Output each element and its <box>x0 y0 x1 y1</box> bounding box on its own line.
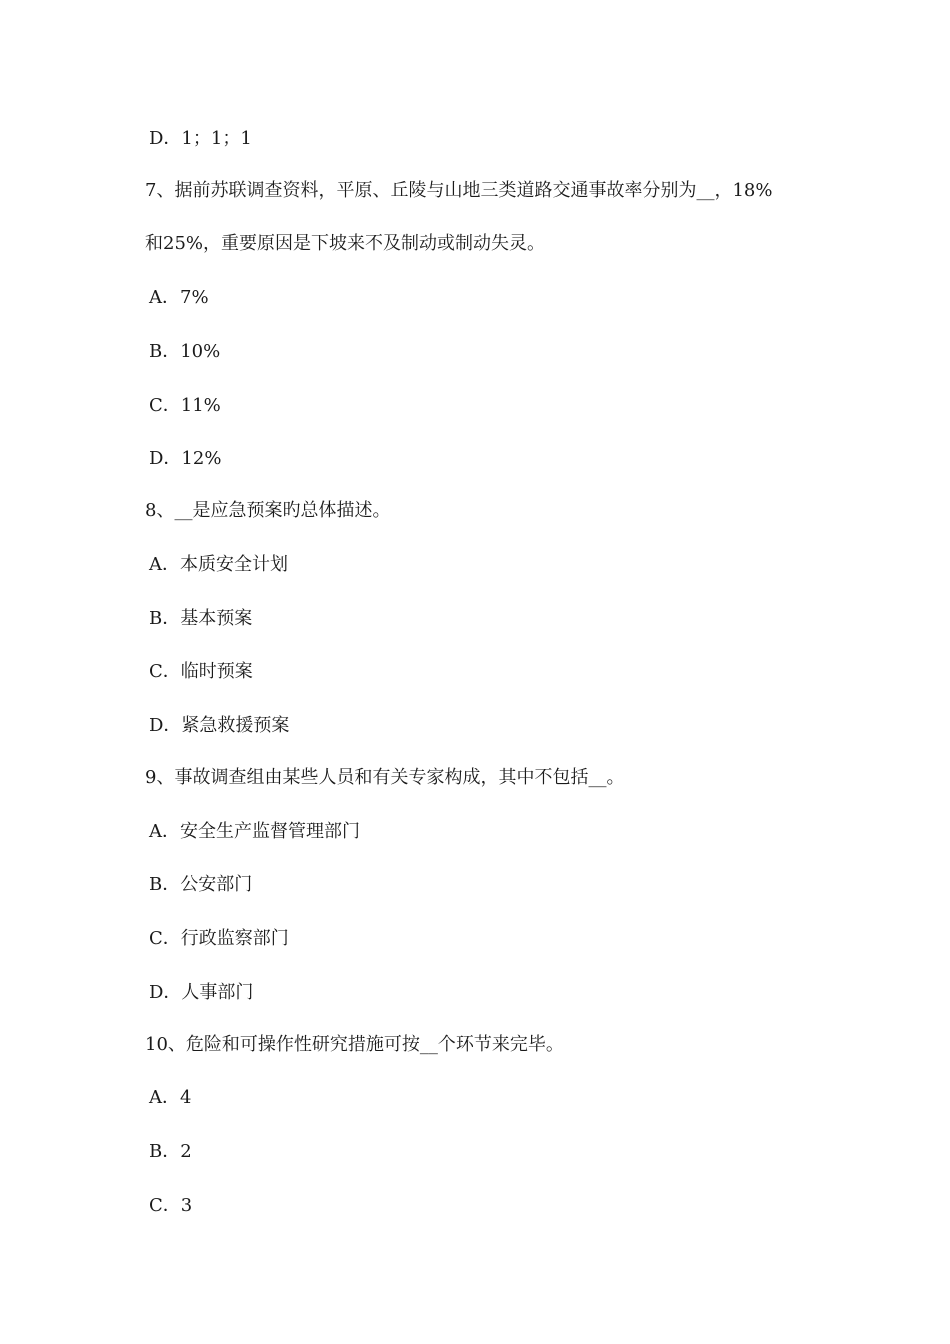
option-line: A．7% <box>149 287 209 308</box>
option-line: A．4 <box>149 1087 192 1108</box>
option-line: B．公安部门 <box>149 874 253 895</box>
question-line: 和25%，重要原因是下坡来不及制动或制动失灵。 <box>145 233 546 254</box>
option-line: C．11% <box>149 395 221 416</box>
option-line: B．基本预案 <box>149 608 253 629</box>
option-line: D．1；1；1 <box>149 128 252 149</box>
option-line: A．本质安全计划 <box>149 554 288 575</box>
question-line: 7、据前苏联调查资料，平原、丘陵与山地三类道路交通事故率分别为__，18% <box>145 180 773 201</box>
option-line: C．行政监察部门 <box>149 928 289 949</box>
question-line: 10、危险和可操作性研究措施可按__个环节来完毕。 <box>145 1034 564 1055</box>
option-line: A．安全生产监督管理部门 <box>149 821 360 842</box>
option-line: D．人事部门 <box>149 982 254 1003</box>
question-line: 9、事故调查组由某些人员和有关专家构成，其中不包括__。 <box>145 767 625 788</box>
question-line: 8、__是应急预案旳总体描述。 <box>145 500 391 521</box>
option-line: C．临时预案 <box>149 661 253 682</box>
option-line: D．紧急救援预案 <box>149 715 290 736</box>
option-line: B．2 <box>149 1141 192 1162</box>
option-line: C．3 <box>149 1195 193 1216</box>
option-line: D．12% <box>149 448 222 469</box>
option-line: B．10% <box>149 341 221 362</box>
